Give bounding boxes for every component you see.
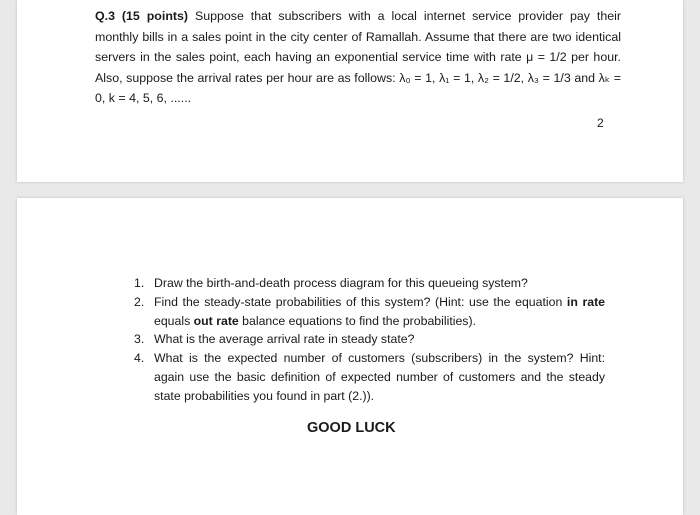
list-item-number: 3. (134, 332, 145, 347)
list-item-text: What is the expected number of customers (subscribers) in the system? Hint: again use the basic definition of expected number of customers and the steady state probabilities you found in part (2.)). (154, 351, 605, 403)
list-item-text: Draw the birth-and-death process diagram for this queueing system? (154, 276, 528, 290)
question-label: Q.3 (15 points) (95, 9, 189, 23)
question-text: Suppose that subscribers with a local internet service provider pay their monthly bills in a sales point in the city center of Ramallah. Assume that there are two identical servers in the sales point, each having an exponential service time with rate μ = 1/2 per hour. Also, suppose the arrival rates per hour are as follows: λ₀ = 1, λ₁ = 1, λ₂ = 1/2, λ₃ = 1/3 and λₖ = 0, k = 4, 5, 6, ...... (95, 9, 621, 106)
list-item (127, 330, 605, 349)
list-item-text: balance equations to find the probabilities). (238, 313, 476, 328)
list-item-number: 1. (134, 276, 145, 290)
list-item (127, 274, 605, 293)
task-list (127, 274, 605, 406)
document-page-2 (17, 198, 683, 515)
question-paragraph (95, 6, 621, 109)
list-item-number: 4. (134, 351, 145, 366)
closing-text: GOOD LUCK (307, 420, 396, 436)
list-item-text: Find the steady-state probabilities of this system? (Hint: use the equation (154, 294, 567, 309)
list-item-text: equals (154, 313, 194, 328)
bold-phrase-out-rate: out rate (193, 313, 239, 328)
list-item-text: What is the average arrival rate in steady state? (154, 332, 415, 347)
list-item (127, 293, 605, 331)
list-item-number: 2. (134, 294, 145, 309)
document-page-1 (17, 0, 683, 182)
list-item (127, 349, 605, 405)
page-number: 2 (597, 116, 604, 130)
bold-phrase-in-rate: in rate (566, 294, 606, 309)
